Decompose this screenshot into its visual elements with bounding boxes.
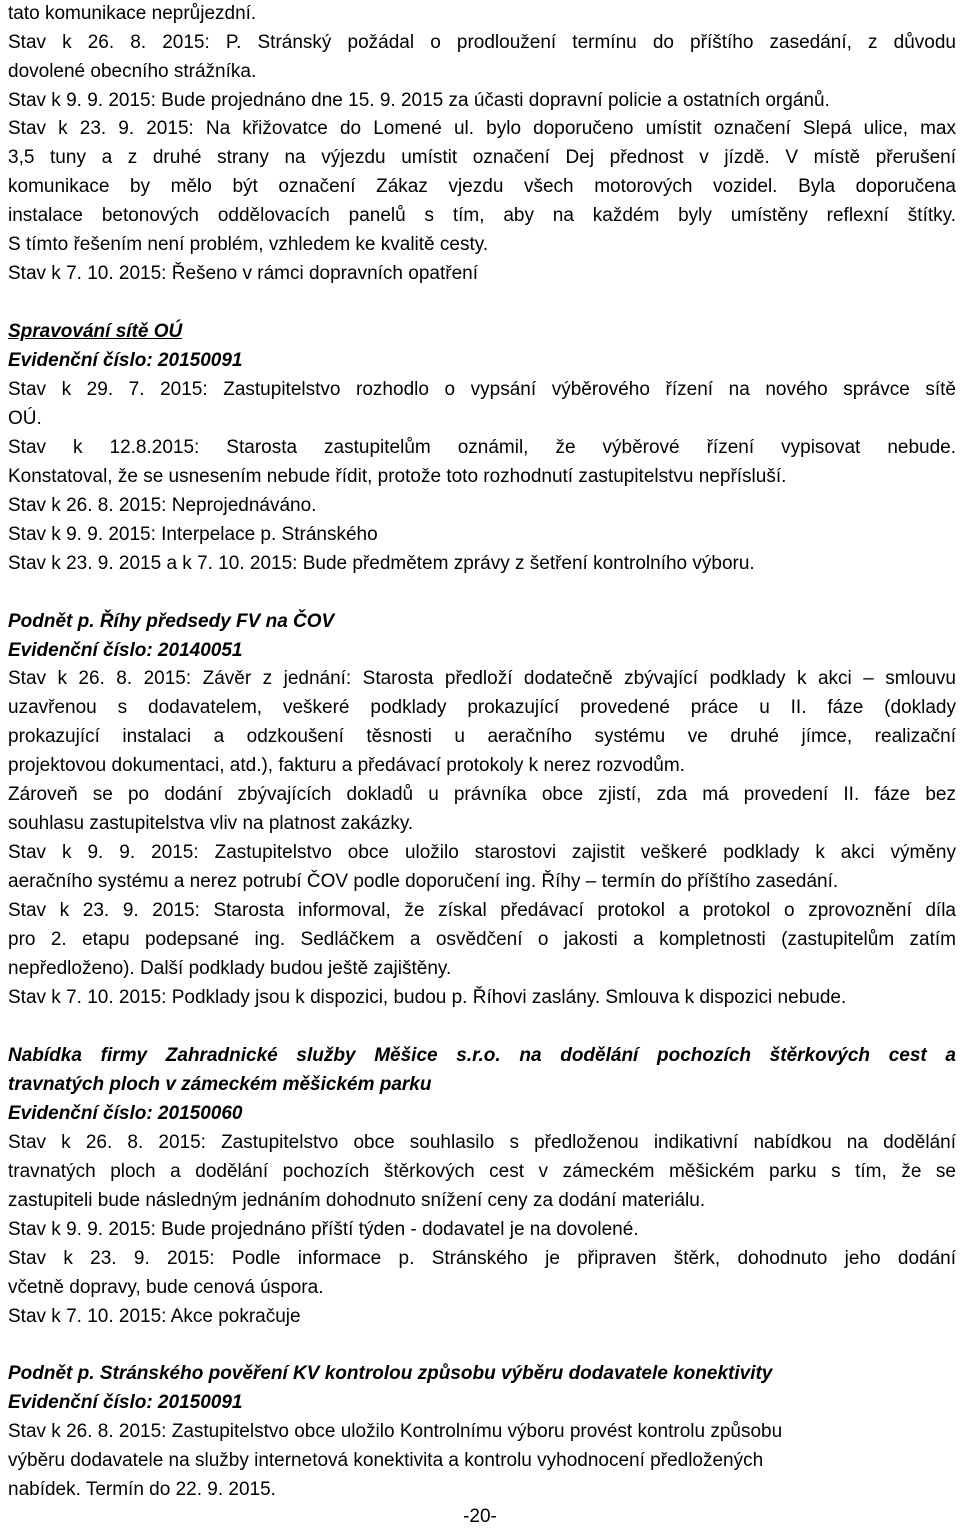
- text-line: Stav k 23. 9. 2015 a k 7. 10. 2015: Bude předmětem zprávy z šetření kontrolního výboru.: [8, 553, 755, 574]
- text-line: dovolené obecního strážníka.: [8, 61, 257, 82]
- section-heading-cont: travnatých ploch v zámeckém měšickém parku: [8, 1074, 432, 1095]
- text-line: Stav k 23. 9. 2015: Na křižovatce do Lomené ul. bylo doporučeno umístit označení Slepá ulice, max: [8, 118, 956, 139]
- page-number: -20-: [463, 1506, 497, 1527]
- text-line: Stav k 29. 7. 2015: Zastupitelstvo rozhodlo o vypsání výběrového řízení na nového správce sítě: [8, 379, 956, 400]
- text-line: Stav k 12.8.2015: Starosta zastupitelům oznámil, že výběrové řízení vypisovat nebude.: [8, 437, 956, 458]
- text-line: prokazující instalaci a odzkoušení těsnosti u aeračního systému ve druhé jímce, realizační: [8, 726, 956, 747]
- text-line: včetně dopravy, bude cenová úspora.: [8, 1277, 324, 1298]
- section-heading: Spravování sítě OÚ: [8, 321, 183, 342]
- text-line: Stav k 26. 8. 2015: Závěr z jednání: Starosta předloží dodatečně zbývající podklady k akci – smlouvu: [8, 668, 956, 689]
- text-line: Stav k 23. 9. 2015: Starosta informoval, že získal předávací protokol a protokol o zprovoznění díla: [8, 900, 956, 921]
- evidence-number: Evidenční číslo: 20150091: [8, 1392, 243, 1413]
- text-line: souhlasu zastupitelstva vliv na platnost zakázky.: [8, 813, 414, 834]
- text-line: Stav k 26. 8. 2015: P. Stránský požádal o prodloužení termínu do příštího zasedání, z důvodu: [8, 32, 956, 53]
- text-line: travnatých ploch a dodělání pochozích štěrkových cest v zámeckém měšickém parku s tím, že se: [8, 1161, 956, 1182]
- text-line: Konstatoval, že se usnesením nebude řídit, protože toto rozhodnutí zastupitelstvu nepřísluší.: [8, 466, 787, 487]
- text-line: Stav k 7. 10. 2015: Podklady jsou k dispozici, budou p. Říhovi zaslány. Smlouva k dispozici nebude.: [8, 987, 847, 1008]
- text-line: S tímto řešením není problém, vzhledem ke kvalitě cesty.: [8, 234, 489, 255]
- section-heading: Nabídka firmy Zahradnické služby Měšice s.r.o. na dodělání pochozích štěrkových cest a: [8, 1045, 956, 1066]
- text-line: Stav k 26. 8. 2015: Neprojednáváno.: [8, 495, 317, 516]
- text-line: OÚ.: [8, 408, 42, 429]
- text-line: zastupiteli bude následným jednáním dohodnuto snížení ceny za dodání materiálu.: [8, 1190, 706, 1211]
- text-line: pro 2. etapu podepsané ing. Sedláčkem a osvědčení o jakosti a kompletnosti (zastupitelům zatím: [8, 929, 956, 950]
- text-line: instalace betonových oddělovacích panelů s tím, aby na každém byly umístěny reflexní štítky.: [8, 205, 956, 226]
- text-line: uzavřenou s dodavatelem, veškeré podklady prokazující provedené práce u II. fáze (doklady: [8, 697, 956, 718]
- text-line: Stav k 9. 9. 2015: Bude projednáno dne 15. 9. 2015 za účasti dopravní policie a ostatních orgánů.: [8, 90, 830, 111]
- evidence-number: Evidenční číslo: 20150091: [8, 350, 243, 371]
- text-line: nabídek. Termín do 22. 9. 2015.: [8, 1479, 276, 1500]
- text-line: Stav k 9. 9. 2015: Interpelace p. Stránského: [8, 524, 378, 545]
- text-line: Stav k 7. 10. 2015: Řešeno v rámci dopravních opatření: [8, 263, 478, 284]
- text-line: Stav k 26. 8. 2015: Zastupitelstvo obce uložilo Kontrolnímu výboru provést kontrolu způsobu: [8, 1421, 783, 1442]
- evidence-number: Evidenční číslo: 20140051: [8, 640, 243, 661]
- section-heading: Podnět p. Říhy předsedy FV na ČOV: [8, 611, 335, 632]
- section-heading: Podnět p. Stránského pověření KV kontrolou způsobu výběru dodavatele konektivity: [8, 1363, 773, 1384]
- text-line: nepředloženo). Další podklady budou ještě zajištěny.: [8, 958, 452, 979]
- text-line: Stav k 9. 9. 2015: Zastupitelstvo obce uložilo starostovi zajistit veškeré podklady k akci výměny: [8, 842, 956, 863]
- text-line: aeračního systému a nerez potrubí ČOV podle doporučení ing. Říhy – termín do příštího zasedání.: [8, 871, 839, 892]
- text-line: Stav k 7. 10. 2015: Akce pokračuje: [8, 1306, 301, 1327]
- evidence-number: Evidenční číslo: 20150060: [8, 1103, 243, 1124]
- text-line: Stav k 23. 9. 2015: Podle informace p. Stránského je připraven štěrk, dohodnuto jeho dodání: [8, 1248, 956, 1269]
- text-line: komunikace by mělo být označení Zákaz vjezdu všech motorových vozidel. Byla doporučena: [8, 176, 956, 197]
- text-line: Zároveň se po dodání zbývajících dokladů u právníka obce zjistí, zda má provedení II. fáze bez: [8, 784, 956, 805]
- text-line: Stav k 26. 8. 2015: Zastupitelstvo obce souhlasilo s předloženou indikativní nabídkou na dodělání: [8, 1132, 956, 1153]
- text-line: 3,5 tuny a z druhé strany na výjezdu umístit označení Dej přednost v jízdě. V místě přerušení: [8, 147, 956, 168]
- text-line: výběru dodavatele na služby internetová konektivita a kontrolu vyhodnocení předložených: [8, 1450, 764, 1471]
- text-line: Stav k 9. 9. 2015: Bude projednáno příští týden - dodavatel je na dovolené.: [8, 1219, 639, 1240]
- text-line: projektovou dokumentaci, atd.), fakturu a předávací protokoly k nerez rozvodům.: [8, 755, 685, 776]
- text-line: tato komunikace neprůjezdní.: [8, 3, 257, 24]
